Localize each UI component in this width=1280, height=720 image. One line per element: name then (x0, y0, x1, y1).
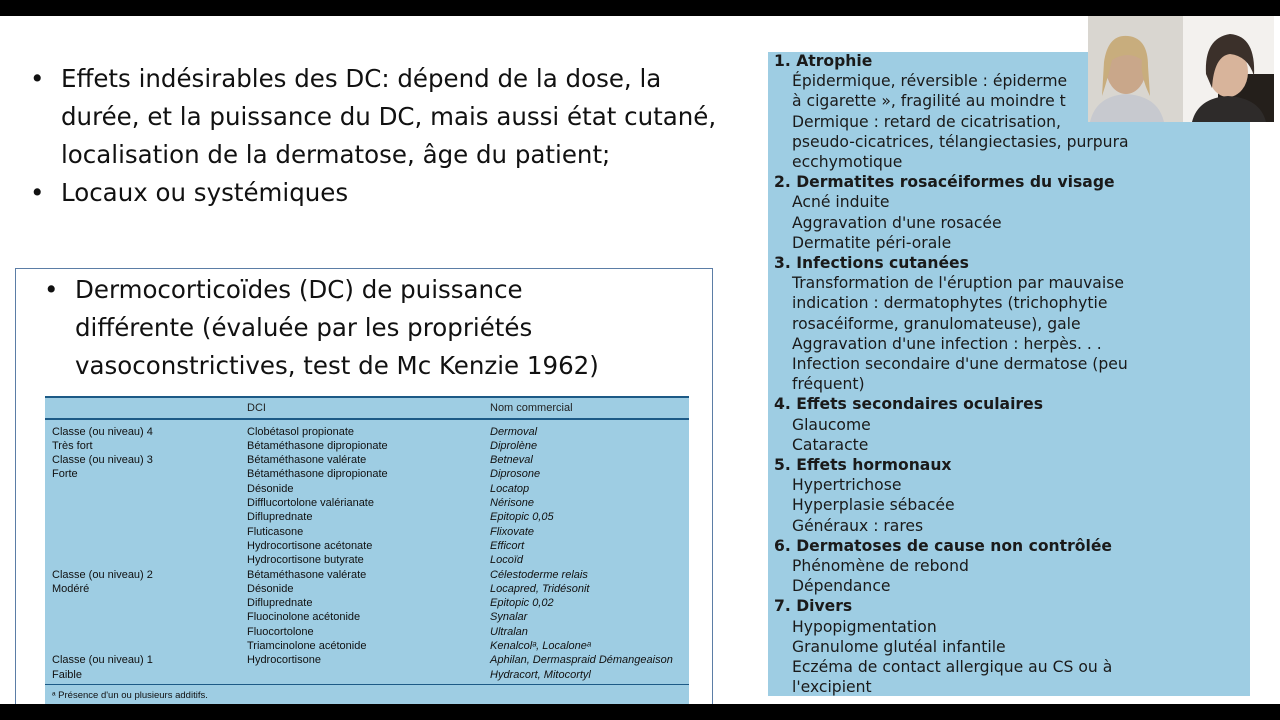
side-effect-heading: 1. Atrophie (774, 52, 873, 70)
table-rule (45, 396, 689, 398)
table-cell-classe: Classe (ou niveau) 2 (52, 568, 153, 581)
table-rule (45, 684, 689, 685)
side-effect-item: Épidermique, réversible : épiderme (792, 72, 1068, 91)
table-header-dci: DCI (247, 402, 266, 414)
table-header-nom-commercial: Nom commercial (490, 402, 573, 414)
table-row (45, 511, 689, 525)
table-row (45, 483, 689, 497)
table-row (45, 426, 689, 440)
side-effect-item: indication : dermatophytes (trichophytie (792, 294, 1108, 313)
table-cell-classe: Modéré (52, 582, 90, 595)
table-cell-dci: Clobétasol propionate (247, 425, 355, 438)
table-cell-dci: Difluprednate (247, 597, 313, 610)
table-rule (45, 418, 689, 420)
table-cell-dci: Bétaméthasone valérate (247, 454, 367, 467)
table-cell-nom-commercial: Flixovate (490, 525, 535, 538)
side-effect-item: Acné induite (792, 193, 890, 212)
bullet-line: Locaux ou systémiques (61, 178, 349, 207)
table-row (45, 540, 689, 554)
table-cell-classe: Très fort (52, 439, 93, 452)
side-effect-item: Glaucome (792, 415, 871, 434)
table-row (45, 669, 689, 683)
table-cell-nom-commercial: Aphilan, Dermaspraid Démangeaison (490, 654, 673, 667)
table-cell-dci: Hydrocortisone (247, 654, 321, 667)
bullet-dot-icon: • (30, 64, 45, 93)
side-effect-item: Aggravation d'une rosacée (792, 213, 1002, 232)
table-row (45, 569, 689, 583)
table-cell-dci: Fluocinolone acétonide (247, 611, 361, 624)
side-effect-item: Eczéma de contact allergique au CS ou à (792, 658, 1113, 676)
webcam-participants-icon (1088, 16, 1274, 122)
table-row (45, 497, 689, 511)
side-effect-heading: 3. Infections cutanées (774, 254, 969, 272)
side-effect-item: Dépendance (792, 577, 891, 596)
main-bullet-list (30, 60, 750, 212)
bullet-dot-icon: • (30, 178, 45, 207)
table-cell-classe: Classe (ou niveau) 3 (52, 454, 153, 467)
table-row (45, 526, 689, 540)
table-row (45, 554, 689, 568)
bullet-dot-icon: • (44, 275, 59, 304)
dci-table (45, 396, 689, 716)
table-cell-classe: Classe (ou niveau) 4 (52, 425, 153, 438)
side-effects-panel (768, 52, 1250, 696)
side-effect-heading: 2. Dermatites rosacéiformes du visage (774, 173, 1115, 192)
table-cell-dci: Bétaméthasone dipropionate (247, 439, 388, 452)
table-row (45, 597, 689, 611)
side-effect-item: rosacéiforme, granulomateuse), gale (792, 314, 1081, 333)
letterbox-top (0, 0, 1280, 16)
side-effect-item: Transformation de l'éruption par mauvaise (792, 274, 1124, 293)
side-effect-item: Hypertrichose (792, 476, 902, 495)
table-cell-dci: Triamcinolone acétonide (247, 640, 367, 652)
table-cell-dci: Difflucortolone valérianate (247, 497, 374, 509)
table-cell-dci: Fluocortolone (247, 625, 314, 638)
table-cell-nom-commercial: Locoïd (490, 554, 524, 567)
table-cell-nom-commercial: Epitopic 0,05 (490, 511, 554, 524)
table-footnote: ᵃ Présence d'un ou plusieurs additifs. (52, 690, 208, 701)
table-cell-dci: Désonide (247, 582, 294, 595)
table-row (45, 583, 689, 597)
table-row (45, 454, 689, 468)
table-cell-nom-commercial: Hydracort, Mitocortyl (490, 668, 591, 681)
side-effect-item: Généraux : rares (792, 516, 924, 535)
side-effect-heading: 7. Divers (774, 597, 853, 616)
letterbox-bottom (0, 704, 1280, 720)
table-cell-nom-commercial: Nérisone (490, 497, 535, 509)
table-row (45, 626, 689, 640)
table-cell-dci: Bétaméthasone dipropionate (247, 468, 388, 481)
side-effect-item: Cataracte (792, 435, 869, 454)
table-row (45, 654, 689, 668)
side-effect-item: Dermique : retard de cicatrisation, (792, 112, 1061, 131)
bullet-line: Effets indésirables des DC: dépend de la dose, la (61, 64, 662, 93)
table-cell-nom-commercial: Epitopic 0,02 (490, 597, 554, 610)
side-effect-item: Phénomène de rebond (792, 557, 969, 575)
side-effect-item: Dermatite péri-orale (792, 233, 952, 252)
table-cell-dci: Difluprednate (247, 511, 313, 524)
bullet-item (30, 174, 750, 212)
side-effect-heading: 5. Effets hormonaux (774, 456, 952, 474)
table-cell-dci: Désonide (247, 482, 294, 495)
bullet-line: localisation de la dermatose, âge du patient; (61, 140, 611, 169)
table-cell-dci: Fluticasone (247, 525, 304, 538)
table-cell-nom-commercial: Ultralan (490, 625, 528, 638)
table-cell-nom-commercial: Synalar (490, 611, 528, 624)
side-effect-item: Hypopigmentation (792, 617, 937, 636)
side-effect-item: Aggravation d'une infection : herpès. . . (792, 334, 1102, 353)
table-cell-dci: Hydrocortisone acétonate (247, 539, 373, 552)
bullet-line: durée, et la puissance du DC, mais aussi état cutané, (61, 102, 717, 131)
table-cell-classe: Faible (52, 668, 82, 681)
table-cell-classe: Classe (ou niveau) 1 (52, 654, 153, 667)
side-effect-item: Hyperplasie sébacée (792, 496, 955, 515)
table-cell-nom-commercial: Diprosone (490, 468, 541, 481)
side-effect-item: ecchymotique (792, 153, 903, 171)
side-effect-item: fréquent) (792, 375, 865, 394)
table-row (45, 640, 689, 654)
bullet-line: différente (évaluée par les propriétés (75, 313, 533, 342)
bullet-item (30, 60, 750, 174)
box-bullet-item (44, 271, 694, 385)
table-cell-nom-commercial: Dermoval (490, 425, 538, 438)
table-cell-dci: Hydrocortisone butyrate (247, 554, 364, 567)
table-cell-dci: Bétaméthasone valérate (247, 568, 367, 581)
bullet-line: Dermocorticoïdes (DC) de puissance (75, 275, 523, 304)
table-cell-nom-commercial: Locapred, Tridésonit (490, 582, 590, 595)
side-effect-item: Infection secondaire d'une dermatose (peu (792, 355, 1128, 373)
bullet-line: vasoconstrictives, test de Mc Kenzie 1962) (75, 351, 599, 380)
side-effect-heading: 6. Dermatoses de cause non contrôlée (774, 536, 1112, 555)
table-row (45, 468, 689, 482)
side-effect-item: pseudo-cicatrices, télangiectasies, purpura (792, 132, 1129, 151)
table-row (45, 440, 689, 454)
side-effect-item: Granulome glutéal infantile (792, 637, 1006, 656)
dc-potency-box (15, 268, 713, 720)
side-effect-item: à cigarette », fragilité au moindre t (792, 92, 1066, 111)
table-cell-nom-commercial: Efficort (490, 539, 525, 552)
side-effect-item: l'excipient (792, 678, 872, 697)
table-cell-nom-commercial: Locatop (490, 482, 530, 495)
table-cell-nom-commercial: Betneval (490, 454, 533, 467)
table-cell-nom-commercial: Diprolène (490, 439, 538, 452)
table-cell-classe: Forte (52, 468, 78, 481)
table-cell-nom-commercial: Célestoderme relais (490, 568, 588, 581)
side-effect-heading: 4. Effets secondaires oculaires (774, 395, 1043, 414)
table-row (45, 611, 689, 625)
table-cell-nom-commercial: Kenalcolᵃ, Localoneᵃ (490, 640, 591, 652)
